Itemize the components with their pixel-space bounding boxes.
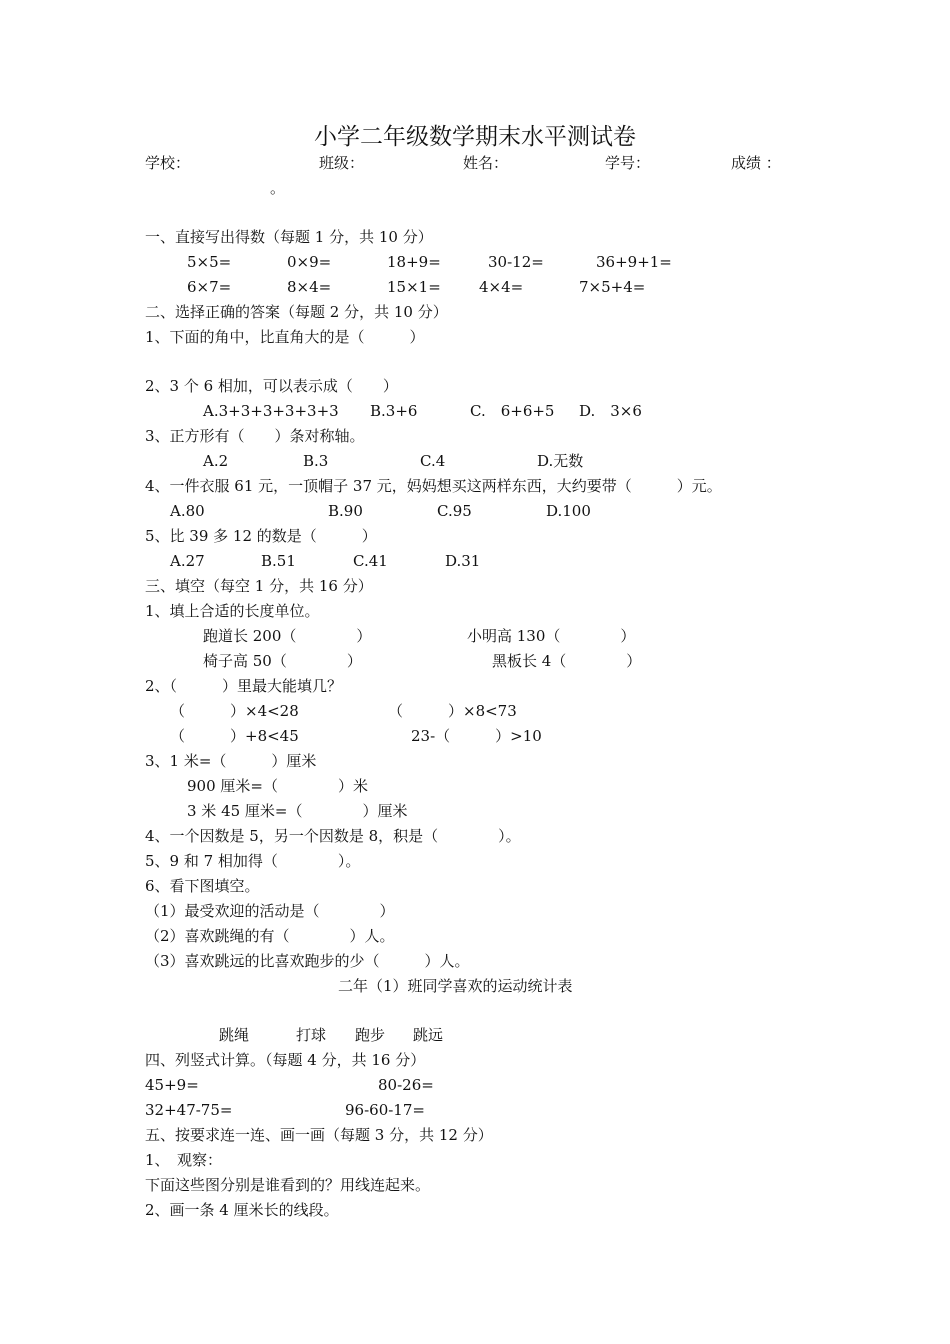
option: A.80 xyxy=(170,502,205,520)
name-label: 姓名： xyxy=(463,154,509,172)
question: 1、 观察： xyxy=(145,1151,223,1169)
fill-item: 3 米 45 厘米=（ ）厘米 xyxy=(187,802,408,820)
option: A.3+3+3+3+3+3 xyxy=(203,402,339,420)
option: C.95 xyxy=(437,502,472,520)
table-column-label: 跳远 xyxy=(413,1026,444,1044)
question: 3、正方形有（ ）条对称轴。 xyxy=(145,427,365,445)
question: 2、（ ）里最大能填几？ xyxy=(145,677,343,695)
fill-item: （2）喜欢跳绳的有（ ）人。 xyxy=(145,927,395,945)
fill-item: 椅子高 50（ ） xyxy=(203,652,362,670)
calc-item: 8×4= xyxy=(287,278,332,296)
calc-item: 7×5+4= xyxy=(579,278,646,296)
option: B.3+6 xyxy=(370,402,418,420)
option: D.100 xyxy=(546,502,591,520)
calc-item: 45+9= xyxy=(145,1076,199,1094)
table-title: 二年（1）班同学喜欢的运动统计表 xyxy=(338,977,573,995)
fill-item: （3）喜欢跳远的比喜欢跑步的少（ ）人。 xyxy=(145,952,470,970)
option: B.90 xyxy=(328,502,363,520)
fill-item: （1）最受欢迎的活动是（ ） xyxy=(145,902,395,920)
option: C.41 xyxy=(353,552,388,570)
fill-item: 黑板长 4（ ） xyxy=(492,652,642,670)
question: 5、比 39 多 12 的数是（ ） xyxy=(145,527,377,545)
calc-item: 18+9= xyxy=(387,253,441,271)
header-dot: 。 xyxy=(270,179,286,197)
question: 2、3 个 6 相加，可以表示成（ ） xyxy=(145,377,398,395)
table-column-label: 跑步 xyxy=(355,1026,386,1044)
question: 1、填上合适的长度单位。 xyxy=(145,602,320,620)
calc-item: 30-12= xyxy=(488,253,544,271)
section-2-heading: 二、选择正确的答案（每题 2 分，共 10 分） xyxy=(145,303,448,321)
fill-item: 跑道长 200（ ） xyxy=(203,627,372,645)
class-label: 班级： xyxy=(319,154,365,172)
option: C. 6+6+5 xyxy=(470,402,555,420)
question: 6、看下图填空。 xyxy=(145,877,260,895)
section-1-heading: 一、直接写出得数（每题 1 分，共 10 分） xyxy=(145,228,433,246)
option: A.27 xyxy=(170,552,205,570)
fill-item: 900 厘米=（ ）米 xyxy=(187,777,368,795)
fill-item: 23-（ ）>10 xyxy=(411,727,542,745)
fill-item: （ ）+8<45 xyxy=(170,727,299,745)
calc-item: 96-60-17= xyxy=(345,1101,425,1119)
option: C.4 xyxy=(420,452,446,470)
option: D. 3×6 xyxy=(579,402,642,420)
option: A.2 xyxy=(203,452,229,470)
question: 2、画一条 4 厘米长的线段。 xyxy=(145,1201,339,1219)
school-label: 学校： xyxy=(145,154,191,172)
question: 3、1 米=（ ）厘米 xyxy=(145,752,317,770)
calc-item: 80-26= xyxy=(378,1076,434,1094)
calc-item: 32+47-75= xyxy=(145,1101,233,1119)
score-label: 成绩 ： xyxy=(731,154,781,172)
section-5-heading: 五、按要求连一连、画一画（每题 3 分，共 12 分） xyxy=(145,1126,493,1144)
calc-item: 5×5= xyxy=(187,253,232,271)
fill-item: 小明高 130（ ） xyxy=(467,627,636,645)
option: B.51 xyxy=(261,552,296,570)
option: B.3 xyxy=(303,452,329,470)
number-label: 学号： xyxy=(605,154,651,172)
option: D.无数 xyxy=(537,452,584,470)
calc-item: 15×1= xyxy=(387,278,441,296)
calc-item: 4×4= xyxy=(479,278,524,296)
option: D.31 xyxy=(445,552,481,570)
question: 4、一件衣服 61 元，一顶帽子 37 元，妈妈想买这两样东西，大约要带（ ）元。 xyxy=(145,477,722,495)
page-title: 小学二年级数学期末水平测试卷 xyxy=(314,124,636,150)
table-column-label: 打球 xyxy=(296,1026,327,1044)
fill-item: （ ）×8<73 xyxy=(388,702,517,720)
question: 4、一个因数是 5，另一个因数是 8，积是（ ）。 xyxy=(145,827,521,845)
calc-item: 36+9+1= xyxy=(596,253,672,271)
question: 1、下面的角中，比直角大的是（ ） xyxy=(145,328,425,346)
section-4-heading: 四、列竖式计算。（每题 4 分，共 16 分） xyxy=(145,1051,426,1069)
calc-item: 0×9= xyxy=(287,253,332,271)
calc-item: 6×7= xyxy=(187,278,232,296)
fill-item: （ ）×4<28 xyxy=(170,702,299,720)
table-column-label: 跳绳 xyxy=(219,1026,250,1044)
question-text: 下面这些图分别是谁看到的？用线连起来。 xyxy=(145,1176,431,1194)
question: 5、9 和 7 相加得（ ）。 xyxy=(145,852,361,870)
section-3-heading: 三、填空（每空 1 分，共 16 分） xyxy=(145,577,373,595)
